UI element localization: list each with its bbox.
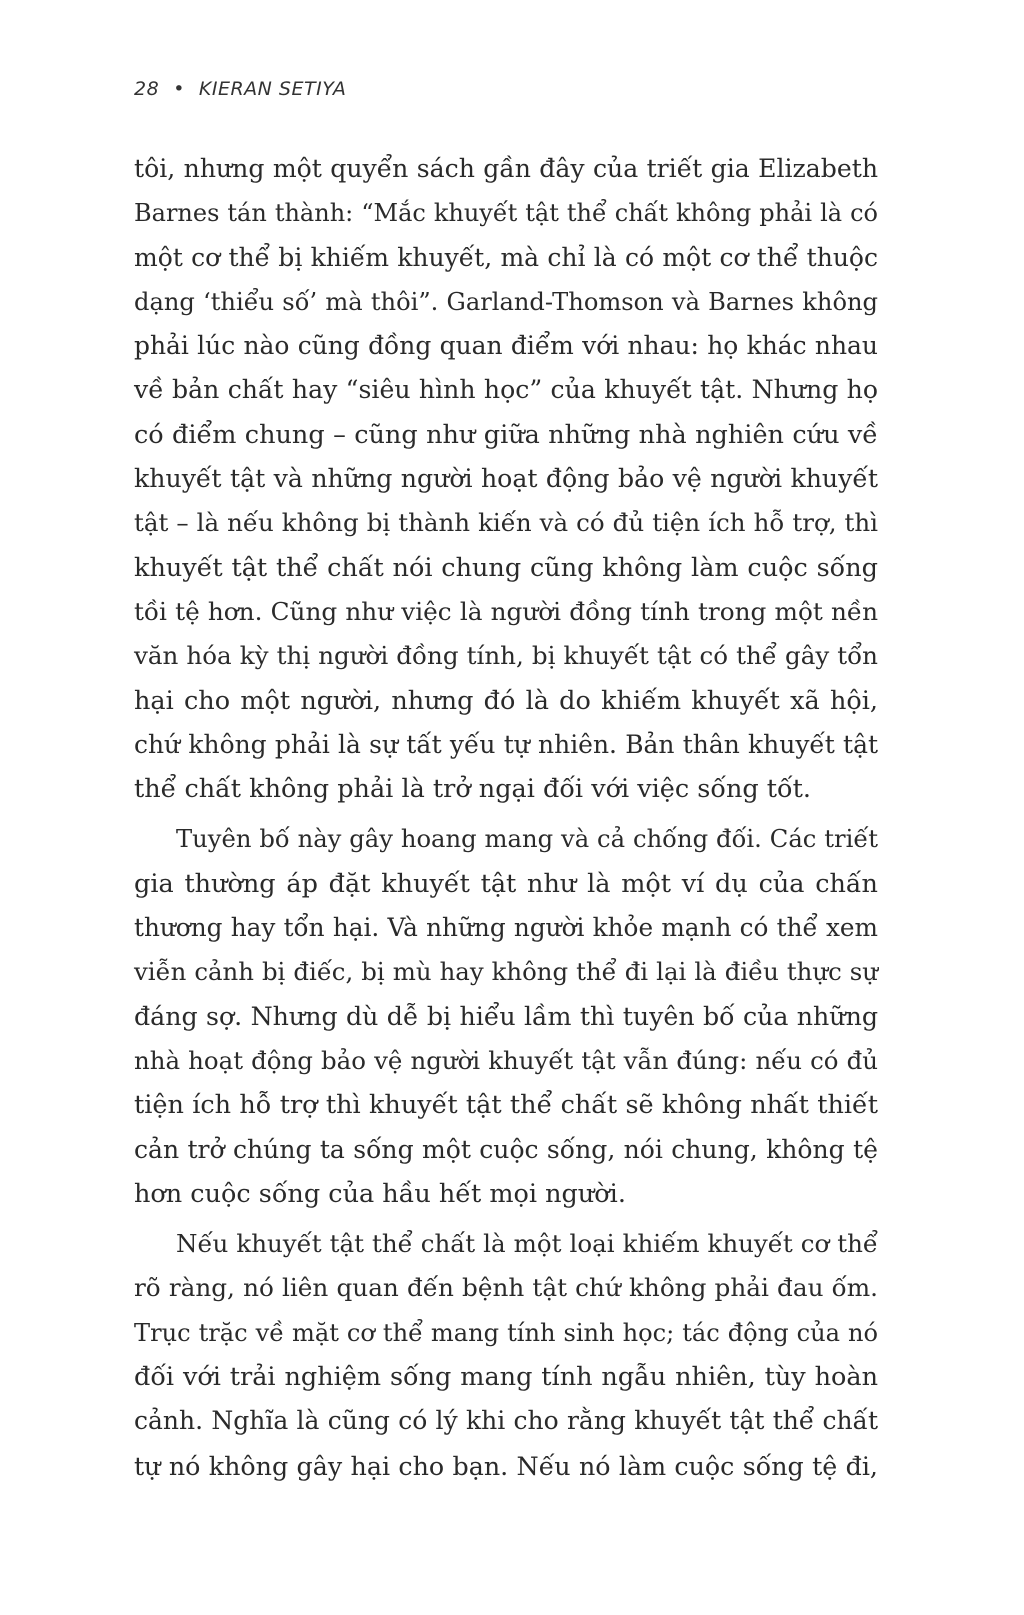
header-bullet: •: [173, 78, 185, 100]
text-line: tiện ích hỗ trợ thì khuyết tật thể chất sẽ không nhất thiết: [134, 1090, 878, 1121]
text-line: cản trở chúng ta sống một cuộc sống, nói chung, không tệ: [134, 1134, 878, 1164]
page-number: 28: [134, 78, 160, 100]
text-line: nhà hoạt động bảo vệ người khuyết tật vẫn đúng: nếu có đủ: [134, 1045, 878, 1075]
text-line: tôi, nhưng một quyển sách gần đây của triết gia Elizabeth: [134, 154, 878, 183]
body-text: [134, 147, 878, 1494]
text-line: hơn cuộc sống của hầu hết mọi người.: [134, 1178, 626, 1209]
text-line: thể chất không phải là trở ngại đối với việc sống tốt.: [134, 774, 811, 805]
text-line: đối với trải nghiệm sống mang tính ngẫu nhiên, tùy hoàn: [134, 1362, 878, 1393]
text-line: khuyết tật thể chất nói chung cũng không làm cuộc sống: [134, 552, 878, 583]
text-line: về bản chất hay “siêu hình học” của khuyết tật. Nhưng họ: [134, 375, 878, 405]
text-line: chứ không phải là sự tất yếu tự nhiên. Bản thân khuyết tật: [134, 729, 878, 759]
text-line: tự nó không gây hại cho bạn. Nếu nó làm cuộc sống tệ đi,: [134, 1450, 878, 1481]
text-line: thương hay tổn hại. Và những người khỏe mạnh có thể xem: [134, 913, 878, 943]
text-line: Trục trặc về mặt cơ thể mang tính sinh học; tác động của nó: [134, 1318, 878, 1347]
text-line: Tuyên bố này gây hoang mang và cả chống đối. Các triết: [176, 824, 878, 854]
text-line: hại cho một người, nhưng đó là do khiếm khuyết xã hội,: [134, 685, 878, 716]
text-line: văn hóa kỳ thị người đồng tính, bị khuyết tật có thể gây tổn: [134, 641, 878, 671]
text-line: rõ ràng, nó liên quan đến bệnh tật chứ không phải đau ốm.: [134, 1273, 878, 1303]
paragraph: [134, 1222, 878, 1488]
text-line: viễn cảnh bị điếc, bị mù hay không thể đi lại là điều thực sự: [134, 957, 878, 987]
text-line: tật – là nếu không bị thành kiến và có đủ tiện ích hỗ trợ, thì: [134, 508, 878, 538]
text-line: cảnh. Nghĩa là cũng có lý khi cho rằng khuyết tật thể chất: [134, 1406, 878, 1436]
text-line: phải lúc nào cũng đồng quan điểm với nhau: họ khác nhau: [134, 331, 878, 361]
paragraph: [134, 147, 878, 811]
text-line: Barnes tán thành: “Mắc khuyết tật thể chất không phải là có: [134, 199, 878, 228]
text-line: một cơ thể bị khiếm khuyết, mà chỉ là có một cơ thể thuộc: [134, 242, 878, 272]
text-line: đáng sợ. Nhưng dù dễ bị hiểu lầm thì tuyên bố của những: [134, 1001, 878, 1031]
text-line: gia thường áp đặt khuyết tật như là một ví dụ của chấn: [134, 868, 878, 899]
paragraph: [134, 817, 878, 1216]
text-line: tồi tệ hơn. Cũng như việc là người đồng tính trong một nền: [134, 596, 878, 626]
text-line: dạng ‘thiểu số’ mà thôi”. Garland-Thomson và Barnes không: [134, 287, 878, 316]
text-line: Nếu khuyết tật thể chất là một loại khiếm khuyết cơ thể: [176, 1229, 878, 1259]
author-name: KIERAN SETIYA: [198, 78, 347, 100]
running-header: [134, 78, 346, 100]
text-line: có điểm chung – cũng như giữa những nhà nghiên cứu về: [134, 419, 878, 450]
text-line: khuyết tật và những người hoạt động bảo vệ người khuyết: [134, 464, 878, 494]
